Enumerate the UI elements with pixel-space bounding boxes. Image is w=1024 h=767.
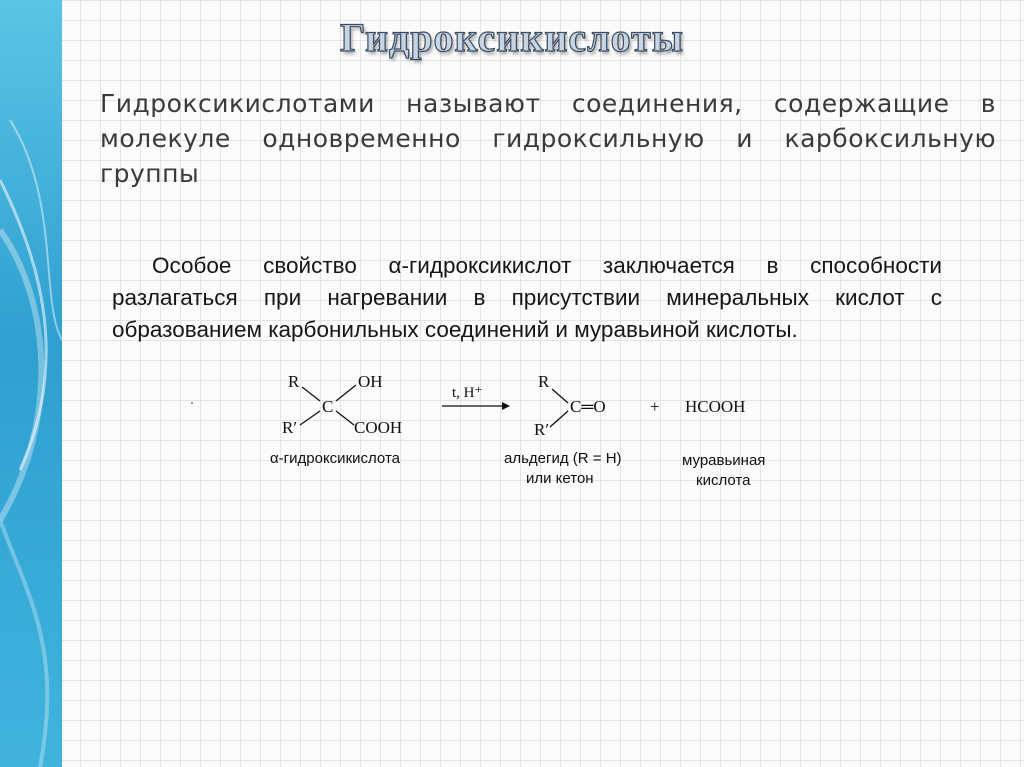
bond-r2 <box>300 411 320 425</box>
reaction-condition: t, H⁺ <box>452 385 483 401</box>
definition-text: Гидроксикислотами называют соединения, содержащие в молекуле одновременно гидроксильную и карбоксильную группы <box>100 89 996 188</box>
decorative-side-band <box>0 0 62 767</box>
plus-sign: + <box>650 397 660 416</box>
caption-product-line2: или кетон <box>526 470 594 487</box>
caption-acid-line1: муравьиная <box>682 452 766 469</box>
caption-acid-line2: кислота <box>696 472 751 489</box>
formic-acid-formula: HCOOH <box>685 397 746 416</box>
property-paragraph <box>112 250 942 346</box>
bond-product-r1 <box>552 389 568 403</box>
slide-title: Гидроксикислоты <box>340 15 684 60</box>
product-carbonyl: C═O <box>570 397 606 416</box>
property-paragraph-text: Особое свойство α-гидроксикислот заключается в способности разлагаться при нагревании в присутствии минеральных кислот с образованием карбонильных соединений и муравьиной кислоты. <box>112 253 942 342</box>
reactant-r1: R <box>288 372 300 391</box>
reactant-r2: R′ <box>282 418 298 437</box>
bond-oh <box>336 385 356 401</box>
reaction-arrow-head <box>502 402 510 410</box>
bond-r1 <box>302 387 320 401</box>
bond-cooh <box>336 411 354 425</box>
product-r2: R′ <box>534 420 550 439</box>
reaction-scheme <box>230 365 790 495</box>
caption-reactant: α-гидроксикислота <box>270 450 400 467</box>
reactant-cooh: COOH <box>354 418 403 437</box>
reactant-oh: OH <box>358 372 383 391</box>
caption-product-line1: альдегид (R = H) <box>504 450 622 467</box>
bond-product-r2 <box>550 411 568 427</box>
reactant-center: C <box>322 397 334 416</box>
product-r1: R <box>538 372 550 391</box>
stray-dot <box>191 402 193 404</box>
swirl-decoration <box>0 0 62 767</box>
